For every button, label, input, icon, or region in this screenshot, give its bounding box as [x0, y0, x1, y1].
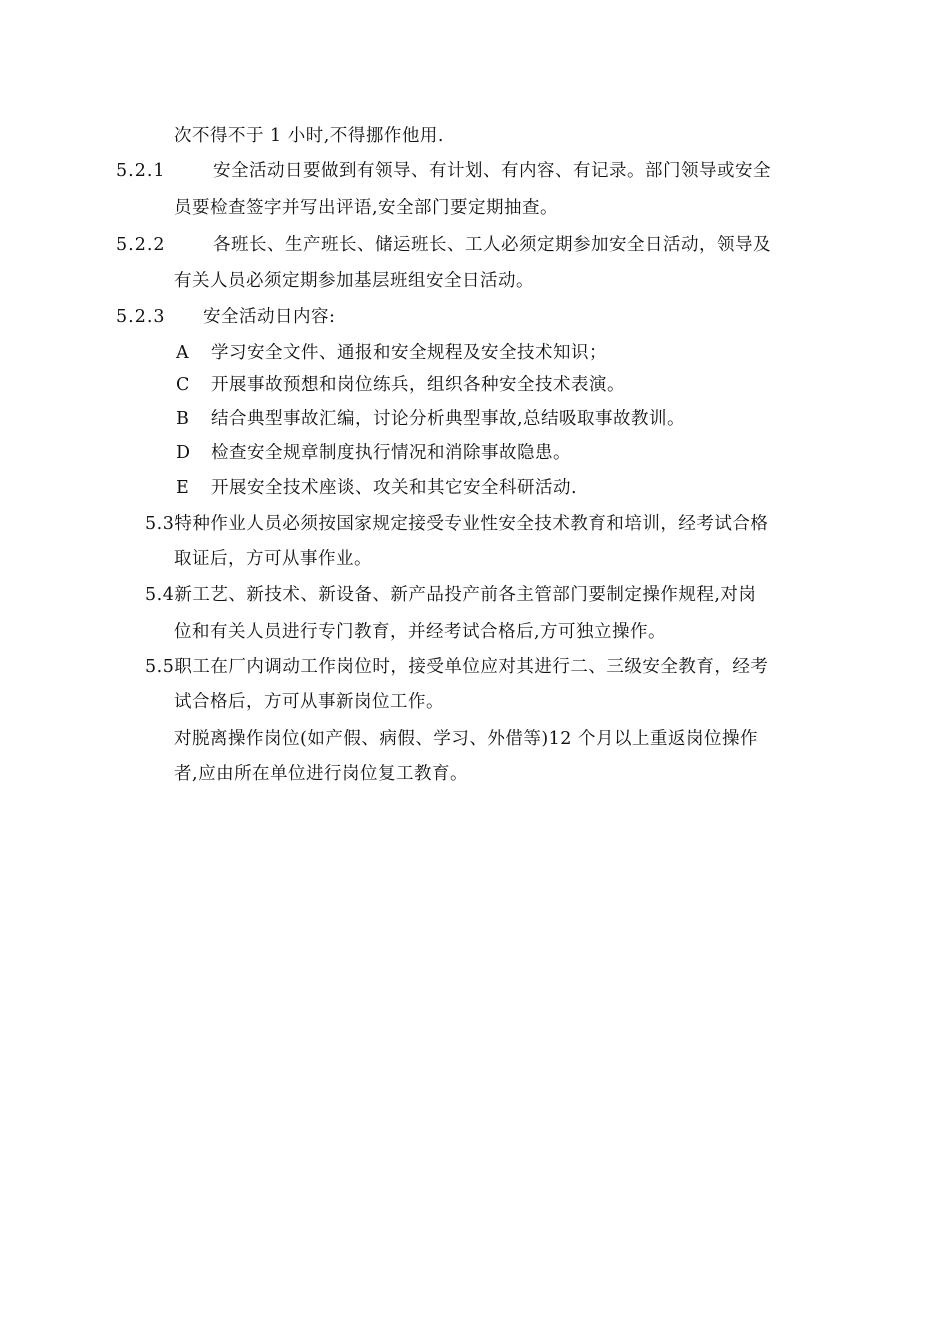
text-line: 安全活动日要做到有领导、有计划、有内容、有记录。部门领导或安全 — [213, 161, 771, 181]
list-item-letter: C — [176, 375, 190, 395]
text-line: 对脱离操作岗位(如产假、病假、学习、外借等)12 个月以上重返岗位操作 — [174, 729, 758, 749]
list-item-letter: D — [176, 443, 191, 463]
text-line: 5.5职工在厂内调动工作岗位时，接受单位应对其进行二、三级安全教育，经考 — [145, 657, 769, 677]
section-number: 5.2.3 — [116, 307, 166, 327]
section-number: 5.2.1 — [116, 161, 166, 181]
text-line: 5.3特种作业人员必须按国家规定接受专业性安全技术教育和培训，经考试合格 — [145, 514, 769, 534]
list-item-text: 学习安全文件、通报和安全规程及安全技术知识； — [211, 343, 607, 363]
section-number: 5.2.2 — [116, 235, 166, 255]
list-item-letter: A — [176, 343, 189, 363]
text-line: 安全活动日内容: — [203, 307, 336, 327]
list-item-text: 开展安全技术座谈、攻关和其它安全科研活动. — [211, 478, 578, 498]
list-item-text: 结合典型事故汇编，讨论分析典型事故,总结吸取事故教训。 — [211, 409, 686, 429]
text-line: 者,应由所在单位进行岗位复工教育。 — [174, 764, 469, 784]
list-item-letter: B — [176, 409, 189, 429]
text-line: 位和有关人员进行专门教育，并经考试合格后,方可独立操作。 — [174, 622, 667, 642]
list-item-text: 开展事故预想和岗位练兵，组织各种安全技术表演。 — [211, 375, 625, 395]
text-line: 试合格后，方可从事新岗位工作。 — [174, 692, 444, 712]
text-line: 员要检查签字并写出评语,安全部门要定期抽查。 — [174, 198, 559, 218]
text-line: 各班长、生产班长、储运班长、工人必须定期参加安全日活动，领导及 — [213, 235, 771, 255]
text-line: 次不得不于 1 小时,不得挪作他用. — [174, 126, 444, 146]
text-line: 有关人员必须定期参加基层班组安全日活动。 — [174, 271, 534, 291]
text-line: 取证后，方可从事作业。 — [174, 549, 372, 569]
list-item-text: 检查安全规章制度执行情况和消除事故隐患。 — [211, 443, 571, 463]
list-item-letter: E — [176, 478, 189, 498]
text-line: 5.4新工艺、新技术、新设备、新产品投产前各主管部门要制定操作规程,对岗 — [145, 585, 757, 605]
